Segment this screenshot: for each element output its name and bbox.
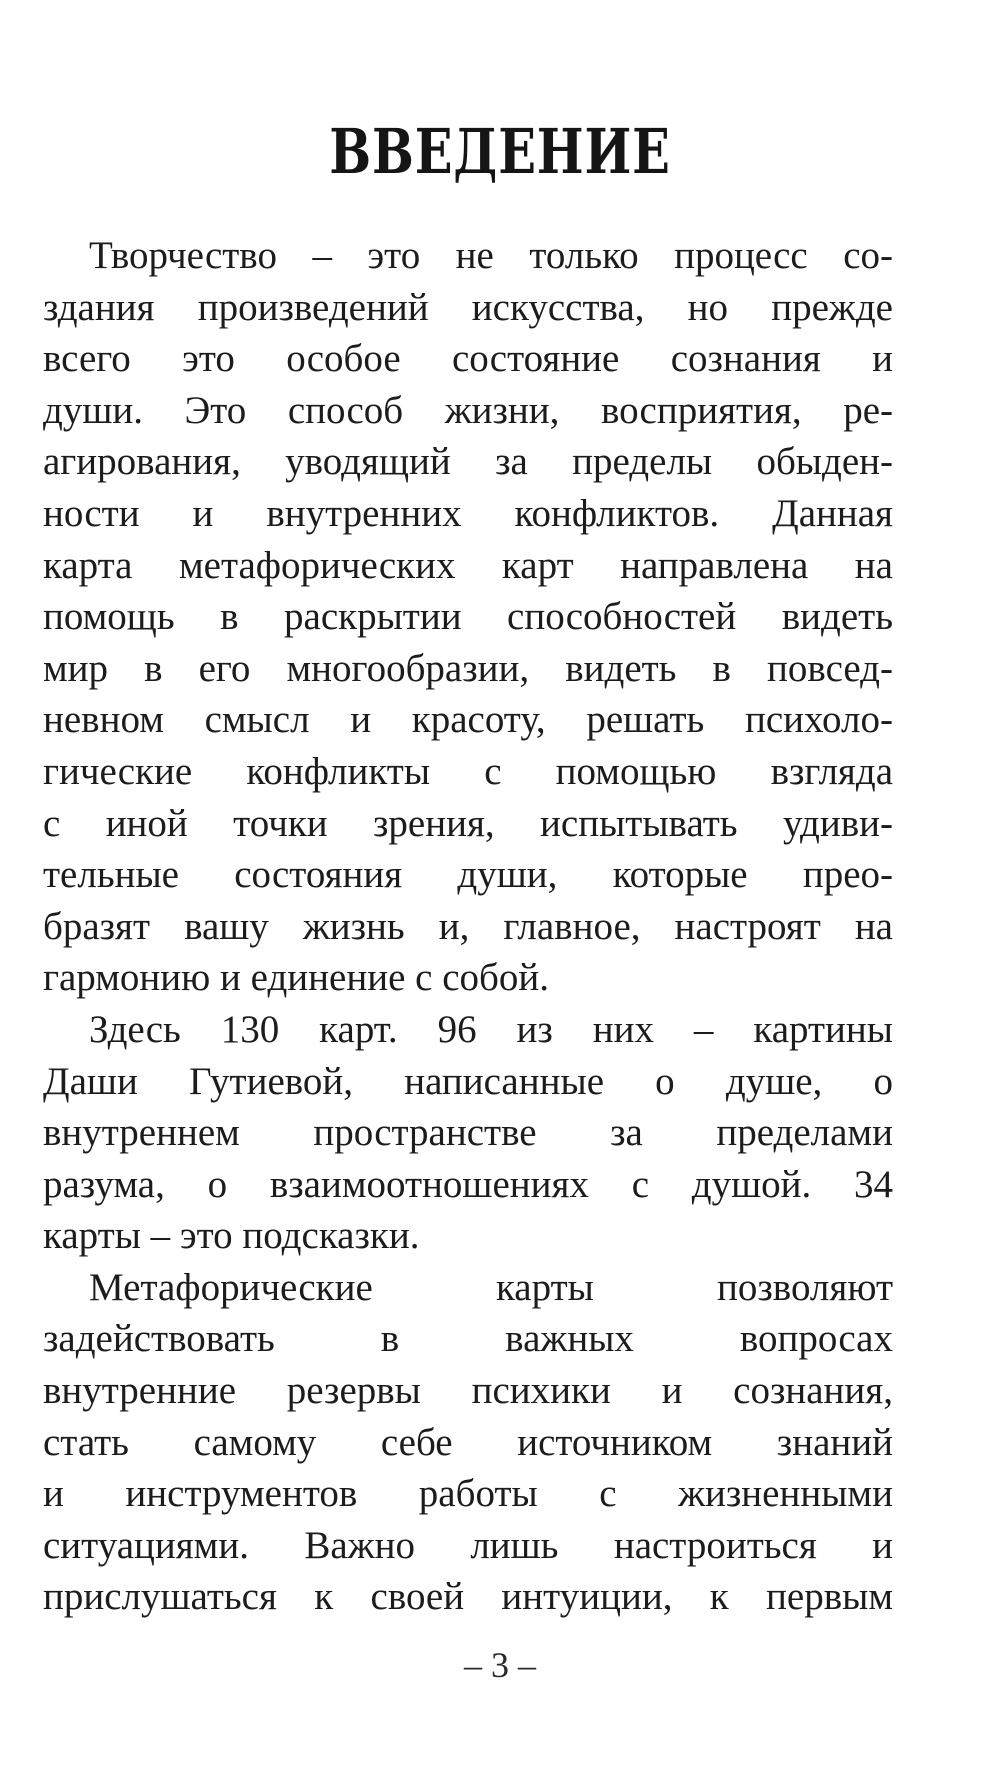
paragraph-1: [43, 230, 893, 1004]
text-line: Метафорические карты позволяют: [89, 1265, 893, 1309]
text-line: всего это особое состояние сознания и: [43, 337, 893, 381]
text-line: разума, о взаимоотношениях с душой. 34: [43, 1162, 893, 1206]
paragraph-3: [43, 1262, 893, 1623]
chapter-title: ВВЕДЕНИЕ: [329, 115, 671, 188]
body-text: [43, 230, 893, 1623]
text-line: души. Это способ жизни, восприятия, ре-: [43, 388, 893, 432]
paragraph-2: [43, 1004, 893, 1262]
text-line: мир в его многообразии, видеть в повсед-: [43, 646, 893, 690]
text-line: тельные состояния души, которые прео-: [43, 853, 893, 897]
text-line: гические конфликты с помощью взгляда: [43, 749, 893, 793]
text-line: помощь в раскрытии способностей видеть: [43, 595, 893, 639]
text-line: Здесь 130 карт. 96 из них – картины: [89, 1007, 893, 1051]
text-line: с иной точки зрения, испытывать удиви-: [43, 801, 893, 845]
text-line: бразят вашу жизнь и, главное, настроят на: [43, 904, 893, 948]
text-line: гармонию и единение с собой.: [43, 956, 549, 1000]
text-line: задействовать в важных вопросах: [43, 1317, 893, 1361]
text-line: стать самому себе источником знаний: [43, 1420, 893, 1464]
page-number: – 3 –: [464, 1645, 536, 1685]
text-line: карта метафорических карт направлена на: [43, 543, 893, 587]
text-line: карты – это подсказки.: [43, 1214, 420, 1258]
text-line: ситуациями. Важно лишь настроиться и: [43, 1523, 893, 1567]
text-line: ности и внутренних конфликтов. Данная: [43, 491, 893, 535]
text-line: агирования, уводящий за пределы обыден-: [43, 440, 893, 484]
text-line: внутреннем пространстве за пределами: [43, 1111, 893, 1155]
text-line: внутренние резервы психики и сознания,: [43, 1369, 893, 1413]
text-line: прислушаться к своей интуиции, к первым: [43, 1575, 893, 1619]
text-line: невном смысл и красоту, решать психоло-: [43, 698, 893, 742]
text-line: Творчество – это не только процесс со-: [89, 234, 893, 277]
text-line: здания произведений искусства, но прежде: [43, 285, 893, 329]
text-line: Даши Гутиевой, написанные о душе, о: [43, 1059, 893, 1103]
text-line: и инструментов работы с жизненными: [43, 1472, 893, 1516]
